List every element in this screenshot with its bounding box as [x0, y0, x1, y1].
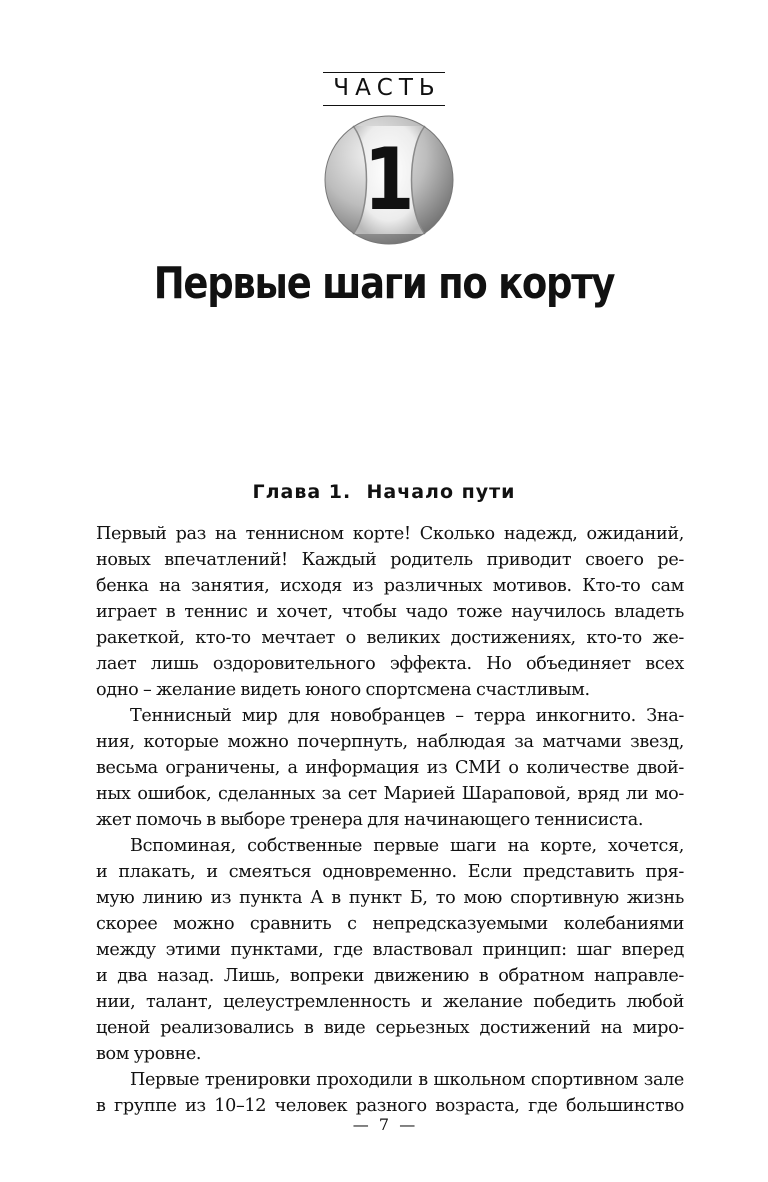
text-line: ных ошибок, сделанных за сет Марией Шараповой, вряд ли мо- — [96, 784, 684, 804]
text-line: ценой реализовались в виде серьезных достижений на миро- — [96, 1018, 684, 1038]
text-line: вом уровне. — [96, 1044, 202, 1064]
text-line: и плакать, и смеяться одновременно. Если представить пря- — [96, 862, 684, 882]
part-title: Первые шаги по корту — [153, 258, 615, 309]
text-line: мую линию из пункта А в пункт Б, то мою спортивную жизнь — [96, 888, 684, 908]
text-line: играет в теннис и хочет, чтобы чадо тоже научилось владеть — [96, 602, 684, 622]
page-number: — 7 — — [352, 1115, 416, 1134]
text-line: Теннисный мир для новобранцев – терра инкогнито. Зна- — [130, 706, 684, 726]
text-line: Вспоминая, собственные первые шаги на корте, хочется, — [130, 836, 684, 856]
text-line: и два назад. Лишь, вопреки движению в обратном направле- — [96, 966, 684, 986]
text-line: бенка на занятия, исходя из различных мотивов. Кто-то сам — [96, 576, 684, 596]
text-line: в группе из 10–12 человек разного возраста, где большинство — [96, 1096, 684, 1116]
text-line: одно – желание видеть юного спортсмена счастливым. — [96, 680, 590, 700]
text-line: жет помочь в выборе тренера для начинающего теннисиста. — [96, 810, 644, 830]
text-line: ния, которые можно почерпнуть, наблюдая за матчами звезд, — [96, 732, 684, 752]
text-line: Первый раз на теннисном корте! Сколько надежд, ожиданий, — [96, 524, 684, 544]
text-line: ракеткой, кто-то мечтает о великих достижениях, кто-то же- — [96, 628, 684, 648]
text-line: Первые тренировки проходили в школьном спортивном зале — [130, 1070, 684, 1090]
text-line: весьма ограничены, а информация из СМИ о количестве двой- — [96, 758, 684, 778]
text-line: скорее можно сравнить с непредсказуемыми колебаниями — [96, 914, 684, 934]
text-line: новых впечатлений! Каждый родитель приводит своего ре- — [96, 550, 684, 570]
text-line: нии, талант, целеустремленность и желание победить любой — [96, 992, 684, 1012]
part-number-badge — [323, 114, 455, 246]
part-number: 1 — [363, 130, 415, 230]
body-text — [96, 521, 684, 1119]
text-line: между этими пунктами, где властвовал принцип: шаг вперед — [96, 940, 684, 960]
chapter-title: Глава 1. Начало пути — [252, 481, 516, 503]
text-line: лает лишь оздоровительного эффекта. Но объединяет всех — [96, 654, 684, 674]
part-label: ЧАСТЬ — [323, 72, 444, 106]
part-label-wrapper — [0, 72, 768, 106]
